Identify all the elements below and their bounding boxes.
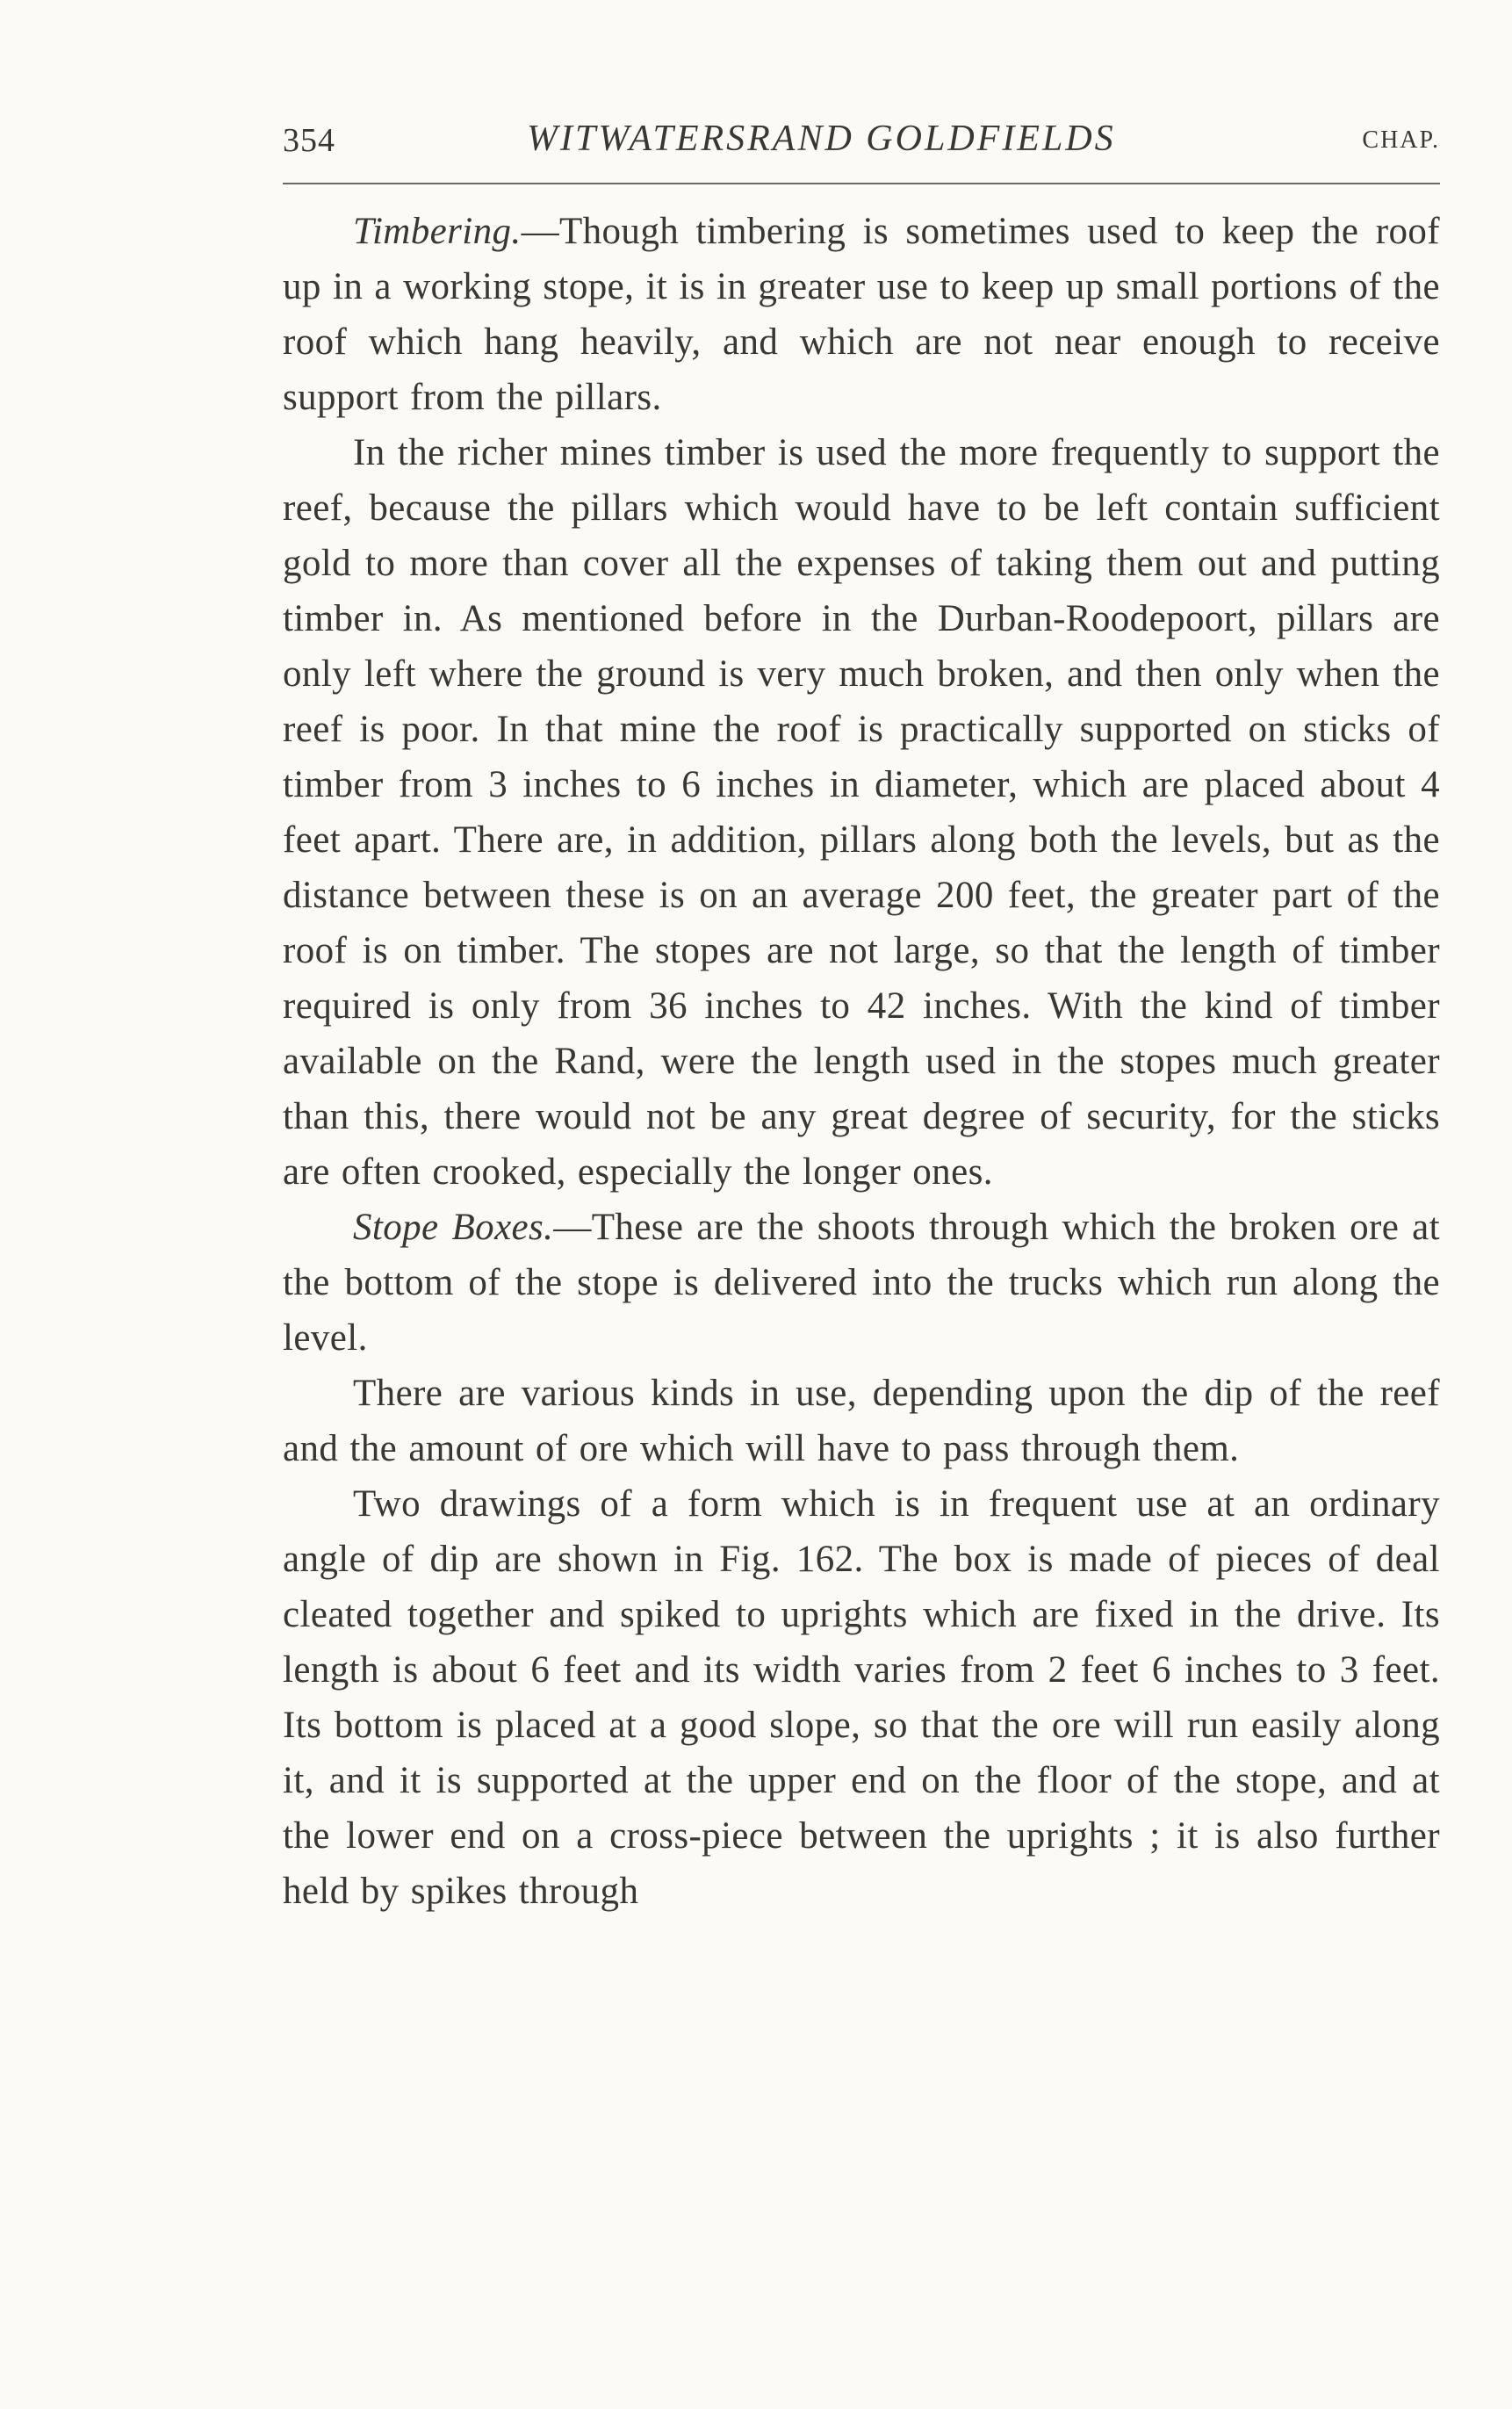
paragraph-timbering: [283, 204, 1440, 425]
sidehead-stope-boxes: Stope Boxes.: [353, 1207, 554, 1248]
paragraph-text: Two drawings of a form which is in frequent use at an ordinary angle of dip are shown in Fig. 162. The box is made of pieces of deal cleated together and spiked to uprights which are fixed in the drive. Its length is about 6 feet and its width varies from 2 feet 6 inches to 3 feet. Its bottom is placed at a good slope, so that the ore will run easily along it, and it is supported at the upper end on the floor of the stope, and at the lower end on a cross-piece between the uprights ; it is also further held by spikes through: [283, 1483, 1440, 1912]
running-title: WITWATERSRAND GOLDFIELDS: [527, 119, 1116, 159]
paragraph-text: In the richer mines timber is used the more frequently to support the reef, because the pillars which would have to be left contain sufficient gold to more than cover all the expenses of taking them out and putting timber in. As mentioned before in the Durban-Roodepoort, pillars are only left where the ground is very much broken, and then only when the reef is poor. In that mine the roof is practically supported on sticks of timber from 3 inches to 6 inches in diameter, which are placed about 4 feet apart. There are, in addition, pillars along both the levels, but as the distance between these is on an average 200 feet, the greater part of the roof is on timber. The stopes are not large, so that the length of timber required is only from 36 inches to 42 inches. With the kind of timber available on the Rand, were the length used in the stopes much greater than this, there would not be any great degree of security, for the sticks are often crooked, especially the longer ones.: [283, 432, 1440, 1193]
paragraph-various-kinds: [283, 1366, 1440, 1476]
paragraph-text: —Though timbering is sometimes used to keep the roof up in a working stope, it is in greater use to keep up small portions of the roof which hang heavily, and which are not near enough to receive support from the pillars.: [283, 211, 1440, 418]
paragraph-richer-mines: [283, 425, 1440, 1200]
page-number: 354: [283, 122, 335, 159]
sidehead-timbering: Timbering.: [353, 211, 522, 252]
body-text: [283, 204, 1440, 1919]
paragraph-text: There are various kinds in use, depending upon the dip of the reef and the amount of ore which will have to pass through them.: [283, 1373, 1440, 1469]
paragraph-text: —These are the shoots through which the broken ore at the bottom of the stope is delivered into the trucks which run along the level.: [283, 1207, 1440, 1359]
running-head: [283, 114, 1440, 167]
paragraph-two-drawings: [283, 1476, 1440, 1919]
header-rule: [283, 183, 1440, 184]
chapter-label: CHAP.: [1362, 126, 1440, 154]
paragraph-stope-boxes: [283, 1200, 1440, 1366]
